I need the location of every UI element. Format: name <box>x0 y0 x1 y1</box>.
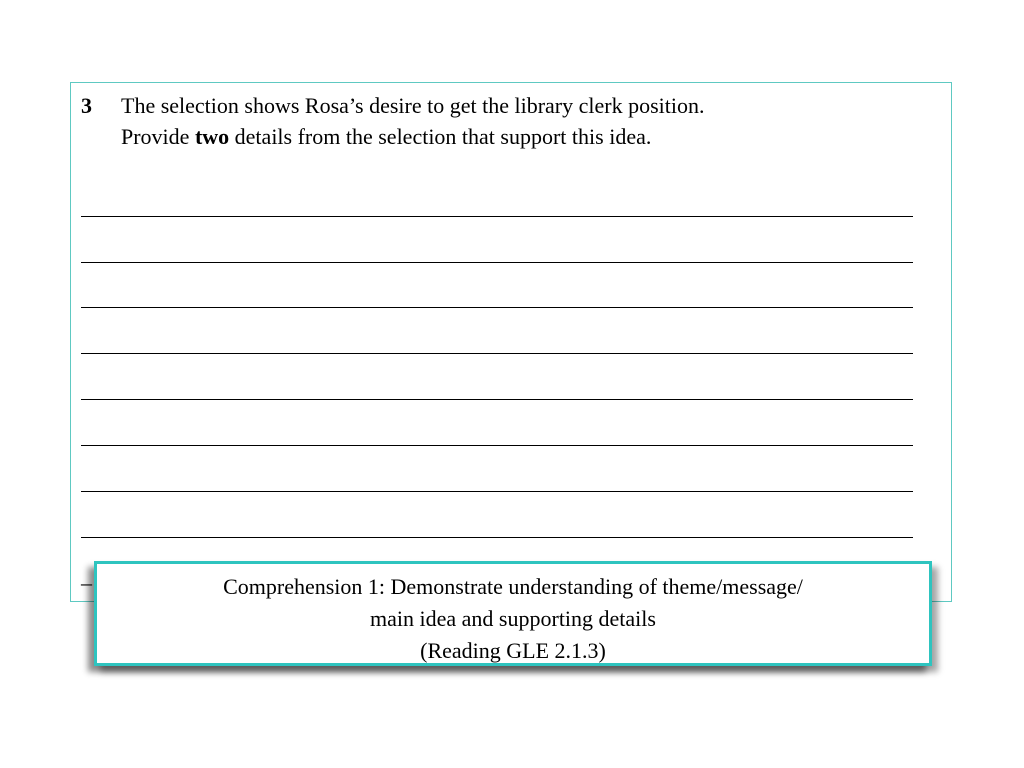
answer-line-8[interactable] <box>81 537 913 538</box>
standard-callout <box>94 561 932 666</box>
answer-line-5[interactable] <box>81 399 913 400</box>
answer-line-4[interactable] <box>81 353 913 354</box>
answer-line-9-fragment: – <box>81 570 92 595</box>
question-line-2 <box>121 121 921 152</box>
standard-line-1: Comprehension 1: Demonstrate understanding of theme/message/ <box>223 574 803 599</box>
answer-line-6[interactable] <box>81 445 913 446</box>
answer-line-3[interactable] <box>81 307 913 308</box>
question-box <box>70 82 952 602</box>
answer-line-2[interactable] <box>81 262 913 263</box>
question-prompt <box>121 90 921 152</box>
question-line-2-prefix: Provide <box>121 124 195 149</box>
answer-line-7[interactable] <box>81 491 913 492</box>
question-line-2-suffix: details from the selection that support this idea. <box>229 124 652 149</box>
standard-line-2: main idea and supporting details <box>370 606 656 631</box>
question-emphasis: two <box>194 124 230 149</box>
question-line-1: The selection shows Rosa’s desire to get the library clerk position. <box>121 93 705 118</box>
standard-line-3: (Reading GLE 2.1.3) <box>420 638 606 663</box>
question-number: 3 <box>81 93 92 118</box>
answer-line-1[interactable] <box>81 216 913 217</box>
